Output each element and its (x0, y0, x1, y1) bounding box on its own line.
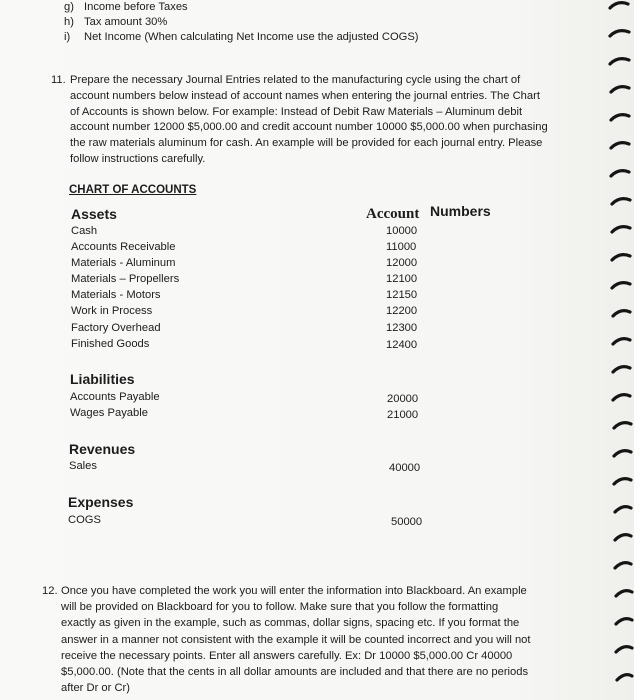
question-number: 12. (42, 585, 58, 597)
assets-heading: Assets (71, 206, 117, 222)
list-marker: i) (64, 31, 71, 43)
account-number: 10000 (386, 225, 418, 237)
account-number: 11000 (386, 241, 417, 253)
account-name: Materials - Aluminum (71, 257, 176, 269)
account-name: Accounts Receivable (71, 241, 176, 253)
list-item-h (64, 16, 167, 28)
account-number: 40000 (389, 462, 421, 474)
account-number: 12300 (386, 322, 418, 334)
account-name: Cash (71, 225, 98, 237)
question-12-line: $5,000.00. (Note that the cents in all dollar amounts are included and that there are no periods (61, 666, 529, 679)
column-heading-numbers: Numbers (430, 203, 491, 219)
question-11-line: account number 12000 $5,000.00 and credit account number 10000 $5,000.00 when purchasing (70, 121, 548, 134)
list-text: Tax amount 30% (84, 16, 168, 28)
account-name: Work in Process (71, 305, 153, 317)
question-11-line: account numbers below instead of account names when entering the journal entries. The Chart (70, 89, 540, 102)
question-11-line: of Accounts is shown below. For example: Instead of Debit Raw Materials – Aluminum debit (70, 105, 523, 118)
account-name: Materials - Motors (71, 289, 161, 301)
question-11-line: Prepare the necessary Journal Entries related to the manufacturing cycle using the chart of (70, 74, 521, 86)
list-text: Net Income (When calculating Net Income use the adjusted COGS) (84, 31, 419, 43)
question-12 (42, 583, 598, 696)
chart-of-accounts-title: CHART OF ACCOUNTS (69, 184, 197, 196)
question-12-line: answer in a manner not consistent with the example it will be counted incorrect and you will not (61, 633, 531, 646)
account-name: Factory Overhead (71, 322, 161, 334)
revenues-heading: Revenues (69, 441, 136, 457)
question-11 (51, 73, 591, 168)
account-number: 12100 (386, 273, 418, 285)
account-number: 12400 (386, 339, 418, 351)
account-number: 12150 (386, 289, 418, 301)
expenses-heading: Expenses (68, 494, 134, 510)
list-marker: h) (64, 16, 74, 28)
question-11-line: the raw materials aluminum for cash. An example will be provided for each journal entry. Please (70, 137, 543, 150)
question-number: 11. (51, 74, 66, 86)
question-12-line: will be provided on Blackboard for you to follow. Make sure that you follow the formatting (61, 601, 499, 614)
question-12-text (61, 583, 598, 696)
account-name: Wages Payable (70, 407, 148, 419)
liabilities-heading: Liabilities (70, 371, 135, 387)
account-name: Sales (69, 460, 97, 472)
account-number: 12000 (386, 257, 418, 269)
list-item-g (64, 1, 188, 13)
account-number: 50000 (391, 516, 423, 528)
account-name: Accounts Payable (70, 391, 160, 403)
question-12-line: after Dr or Cr) (61, 682, 130, 695)
account-number: 21000 (387, 409, 419, 421)
account-number: 20000 (387, 393, 419, 405)
account-number: 12200 (386, 305, 418, 317)
question-11-line: follow instructions carefully. (70, 152, 206, 165)
account-name: Materials – Propellers (71, 273, 180, 285)
question-12-line: receive the necessary points. Enter all answers carefully. Ex: Dr 10000 $5,000.00 Cr 40000 (61, 649, 513, 662)
list-text: Income before Taxes (84, 1, 188, 13)
column-heading-account: Account (366, 206, 420, 222)
question-11-text (70, 73, 591, 168)
list-item-i (64, 31, 419, 43)
question-12-line: exactly as given in the example, such as commas, dollar signs, spacing etc. If you format the (61, 617, 520, 630)
question-12-line: Once you have completed the work you will enter the information into Blackboard. An example (61, 585, 527, 597)
list-marker: g) (64, 1, 74, 13)
spiral-binding-icon (598, 0, 634, 700)
account-name: COGS (68, 514, 101, 526)
account-name: Finished Goods (71, 338, 150, 350)
